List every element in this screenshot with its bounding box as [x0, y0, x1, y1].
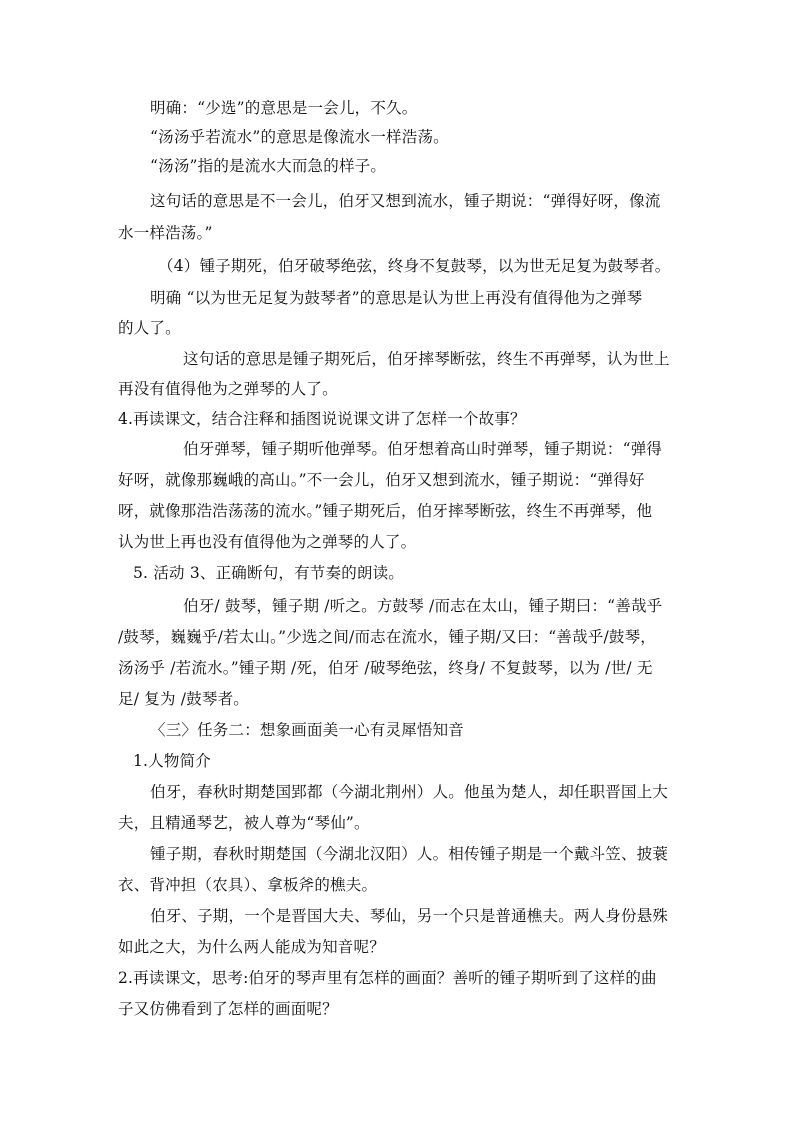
text-line: 伯牙，春秋时期楚国郢都（今湖北荆州）人。他虽为楚人，却任职晋国上大 — [150, 783, 669, 801]
text-line: 呀，就像那浩浩荡荡的流水。”锺子期死后，伯牙摔琴断弦，终生不再弹琴，他 — [118, 502, 653, 520]
text-line: 衣、背冲担（农具）、拿板斧的樵夫。 — [118, 876, 378, 894]
text-line: 子又仿佛看到了怎样的画面呢？ — [118, 1000, 338, 1018]
text-line: 2.再读课文，思考:伯牙的琴声里有怎样的画面？善听的锺子期听到了这样的曲 — [118, 969, 657, 987]
text-line: 〈三〉任务二：想象画面美一心有灵犀悟知音 — [150, 721, 465, 739]
text-line: 这句话的意思是不一会儿，伯牙又想到流水，锺子期说：“弹得好呀，像流 — [150, 192, 661, 210]
text-line: “汤汤”指的是流水大而急的样子。 — [150, 157, 387, 175]
text-line: 伯牙弹琴，锺子期听他弹琴。伯牙想着高山时弹琴，锺子期说：“弹得 — [183, 440, 663, 458]
text-line: 认为世上再也没有值得他为之弹琴的人了。 — [118, 533, 417, 551]
text-line: /鼓琴，巍巍乎/若太山。”少选之间/而志在流水，锺子期/又曰：“善哉乎/鼓琴， — [118, 628, 657, 646]
text-line: （4）锺子期死，伯牙破琴绝弦，终身不复鼓琴，以为世无足复为鼓琴者。 — [158, 257, 671, 275]
text-line: 1.人物简介 — [133, 752, 211, 770]
text-line: 明确：“少选”的意思是一会儿，不久。 — [150, 99, 418, 117]
text-line: 足/ 复为 /鼓琴者。 — [118, 690, 249, 708]
text-line: 伯牙/ 鼓琴，锺子期 /听之。方鼓琴 /而志在太山，锺子期曰：“善哉乎 — [183, 597, 663, 615]
text-line: 再没有值得他为之弹琴的人了。 — [118, 380, 338, 398]
text-line: 5. 活动 3、正确断句，有节奏的朗读。 — [133, 564, 405, 582]
text-line: 明确 “以为世无足复为鼓琴者”的意思是认为世上再没有值得他为之弹琴 — [150, 289, 643, 307]
text-line: 夫，且精通琴艺，被人尊为“琴仙”。 — [118, 814, 370, 832]
text-line: 4.再读课文，结合注释和插图说说课文讲了怎样一个故事？ — [118, 410, 526, 428]
text-line: 锺子期，春秋时期楚国（今湖北汉阳）人。相传锺子期是一个戴斗笠、披蓑 — [150, 845, 669, 863]
text-line: 伯牙、子期，一个是晋国大夫、琴仙，另一个只是普通樵夫。两人身份悬殊 — [150, 907, 669, 925]
text-line: 汤汤乎 /若流水。”锺子期 /死，伯牙 /破琴绝弦，终身/ 不复鼓琴，以为 /世/ 无 — [118, 659, 653, 677]
text-line: 如此之大，为什么两人能成为知音呢？ — [118, 938, 385, 956]
text-line: 好呀，就像那巍峨的高山。”不一会儿，伯牙又想到流水，锺子期说：“弹得好 — [118, 471, 645, 489]
text-line: 这句话的意思是锺子期死后，伯牙摔琴断弦，终生不再弹琴，认为世上 — [183, 350, 670, 368]
text-line: “汤汤乎若流水”的意思是像流水一样浩荡。 — [150, 128, 449, 146]
text-line: 的人了。 — [118, 319, 181, 337]
text-line: 水一样浩荡。” — [118, 224, 213, 242]
